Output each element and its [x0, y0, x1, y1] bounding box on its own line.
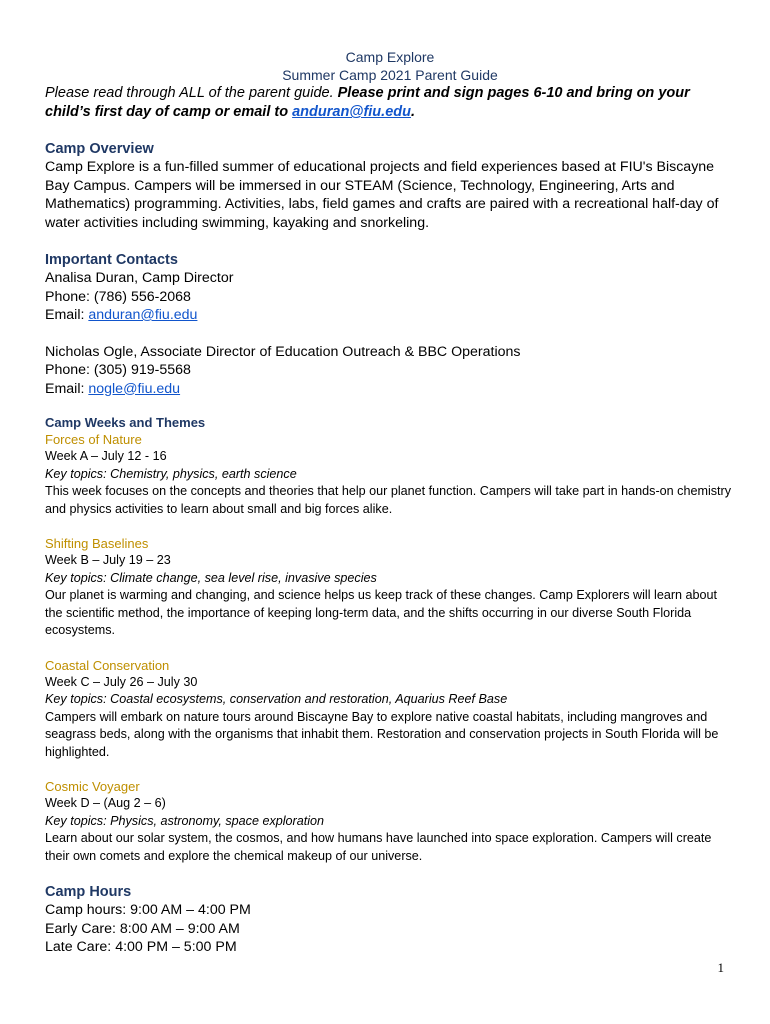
week-section: [45, 431, 735, 518]
week-section: [45, 657, 735, 762]
page-number: 1: [717, 960, 724, 975]
week-dates: Week D – (Aug 2 – 6): [45, 796, 166, 810]
week-description: This week focuses on the concepts and theories that help our planet function. Campers will take part in hands-on chemistry and physics activities to learn about small and big forces alike.: [45, 484, 732, 516]
week-section: [45, 535, 735, 640]
hours-line: Early Care: 8:00 AM – 9:00 AM: [45, 920, 240, 937]
contact-email-link[interactable]: nogle@fiu.edu: [88, 380, 181, 397]
contact-email-label: Email:: [45, 307, 89, 323]
week-topics: Key topics: Coastal ecosystems, conservation and restoration, Aquarius Reef Base: [45, 692, 508, 706]
contact-email-label: Email:: [45, 380, 89, 397]
week-topics: Key topics: Chemistry, physics, earth science: [45, 466, 297, 481]
overview-heading: Camp Overview: [45, 141, 154, 157]
week-theme: Cosmic Voyager: [45, 779, 140, 794]
contact-2: [45, 343, 735, 399]
document-title: Camp Explore: [345, 49, 435, 65]
week-dates: Week A – July 12 - 16: [45, 449, 167, 463]
week-dates: Week B – July 19 – 23: [45, 553, 171, 567]
contact-name: Nicholas Ogle, Associate Director of Education Outreach & BBC Operations: [45, 343, 521, 360]
week-section: [45, 778, 735, 865]
intro-instruction: Please print and sign pages 6-10 and bring on your child’s first day of camp or email to: [45, 85, 690, 120]
document-subtitle: Summer Camp 2021 Parent Guide: [282, 67, 498, 83]
week-description: Campers will embark on nature tours around Biscayne Bay to explore native coastal habitats, including mangroves and seagrass beds, along with the organisms that inhabit them. Restoration and conservation projects in South Florida will be highlighted.: [45, 709, 719, 759]
intro-end: .: [410, 104, 416, 120]
week-description: Our planet is warming and changing, and science helps us keep track of these changes. Camp Explorers will learn about the scientific method, the importance of keeping long-term data, and the shifts occurring in our diverse South Florida ecosystems.: [45, 588, 718, 637]
week-theme: Coastal Conservation: [45, 657, 170, 673]
week-theme: Shifting Baselines: [45, 536, 149, 551]
intro-email-link[interactable]: anduran@fiu.edu: [292, 104, 411, 120]
week-description: Learn about our solar system, the cosmos, and how humans have launched into space exploration. Campers will create their own comets and explore the chemical makeup of our universe.: [45, 831, 712, 863]
hours-list: [45, 901, 735, 957]
weeks-heading: Camp Weeks and Themes: [45, 415, 206, 430]
document-page: [45, 48, 735, 957]
week-theme: Forces of Nature: [45, 432, 142, 447]
intro-paragraph: [45, 84, 735, 122]
hours-line: Camp hours: 9:00 AM – 4:00 PM: [45, 902, 251, 918]
week-topics: Key topics: Climate change, sea level rise, invasive species: [45, 570, 377, 585]
contact-1: [45, 269, 735, 325]
contacts-heading: Important Contacts: [45, 252, 178, 268]
intro-text: Please read through ALL of the parent guide.: [45, 85, 338, 101]
hours-heading: Camp Hours: [45, 884, 132, 900]
contact-email-link[interactable]: anduran@fiu.edu: [88, 307, 198, 323]
overview-body: Camp Explore is a fun-filled summer of educational projects and field experiences based at FIU's Biscayne Bay Campus. Campers will be immersed in our STEAM (Science, Technology, Engineering, Arts and Mathematics) programming. Activities, labs, field games and crafts are paired with a recreational half-day of water activities including swimming, kayaking and snorkeling.: [45, 159, 719, 231]
hours-line: Late Care: 4:00 PM – 5:00 PM: [45, 939, 237, 955]
contact-name: Analisa Duran, Camp Director: [45, 270, 234, 286]
contact-phone: Phone: (786) 556-2068: [45, 288, 191, 305]
week-topics: Key topics: Physics, astronomy, space exploration: [45, 813, 325, 828]
week-dates: Week C – July 26 – July 30: [45, 674, 198, 689]
contact-phone: Phone: (305) 919-5568: [45, 362, 191, 378]
